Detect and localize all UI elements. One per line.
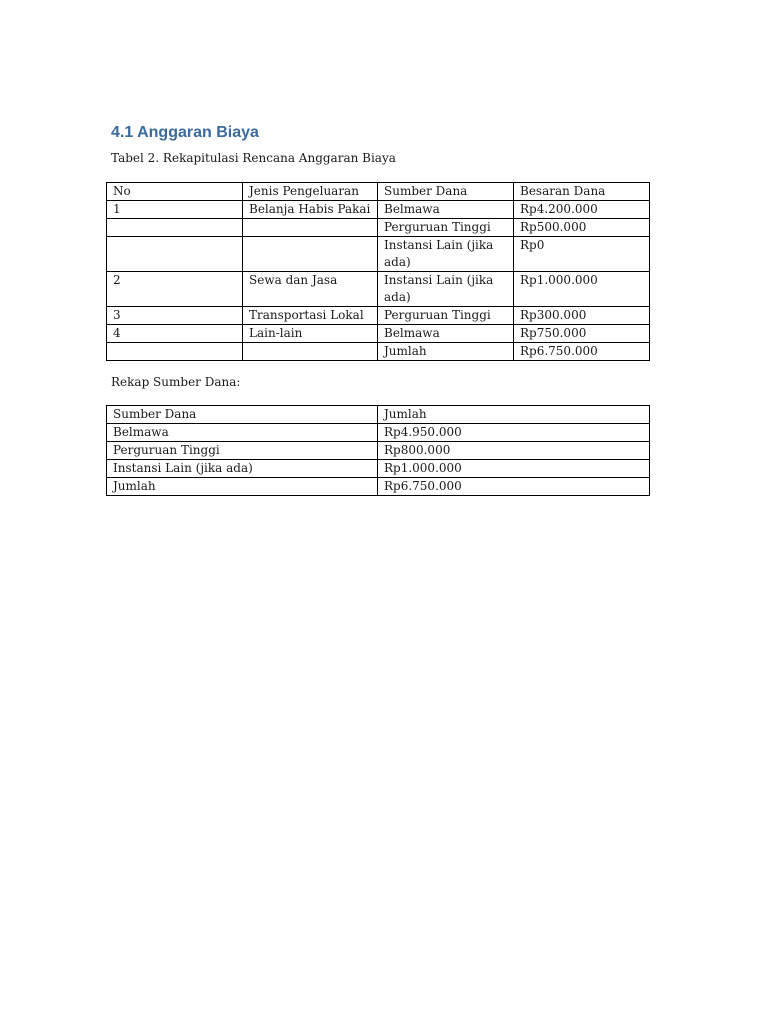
table-cell: Lain-lain: [243, 325, 378, 343]
table-caption: Tabel 2. Rekapitulasi Rencana Anggaran Biaya: [111, 151, 396, 165]
table-header-row: [107, 406, 650, 424]
table-row: [107, 325, 650, 343]
table-header-row: [107, 183, 650, 201]
header-cell: Sumber Dana: [378, 183, 514, 201]
header-cell: No: [107, 183, 243, 201]
fund-source-table: [106, 405, 650, 496]
table-cell: Rp4.200.000: [514, 201, 650, 219]
table-cell: Rp6.750.000: [514, 343, 650, 361]
table-row: [107, 424, 650, 442]
table-cell: [243, 343, 378, 361]
rekap-label: Rekap Sumber Dana:: [111, 375, 241, 389]
table-cell: Belmawa: [378, 325, 514, 343]
table-cell: Rp750.000: [514, 325, 650, 343]
table-cell: Belanja Habis Pakai: [243, 201, 378, 219]
section-heading: 4.1 Anggaran Biaya: [111, 124, 259, 141]
table-cell: 1: [107, 201, 243, 219]
table-total-row: [107, 343, 650, 361]
table-cell: [243, 219, 378, 237]
table-cell: 3: [107, 307, 243, 325]
table-cell: Transportasi Lokal: [243, 307, 378, 325]
header-cell: Jenis Pengeluaran: [243, 183, 378, 201]
table-cell: Rp1.000.000: [378, 460, 650, 478]
table-cell: Perguruan Tinggi: [378, 219, 514, 237]
table-cell: 4: [107, 325, 243, 343]
table-row: [107, 219, 650, 237]
table-cell: Perguruan Tinggi: [378, 307, 514, 325]
table-cell: Rp1.000.000: [514, 272, 650, 307]
header-cell: Besaran Dana: [514, 183, 650, 201]
table-row: [107, 237, 650, 272]
table-cell: [107, 343, 243, 361]
table-cell: Instansi Lain (jika ada): [107, 460, 378, 478]
table-row: [107, 442, 650, 460]
table-row: [107, 272, 650, 307]
table-cell: Rp300.000: [514, 307, 650, 325]
table-cell: Rp800.000: [378, 442, 650, 460]
table-cell: 2: [107, 272, 243, 307]
table-cell: Perguruan Tinggi: [107, 442, 378, 460]
table-cell: Rp6.750.000: [378, 478, 650, 496]
header-cell: Sumber Dana: [107, 406, 378, 424]
table-row: [107, 307, 650, 325]
table-cell: Rp500.000: [514, 219, 650, 237]
table-row: [107, 201, 650, 219]
table-cell: [107, 219, 243, 237]
table-cell: Jumlah: [378, 343, 514, 361]
budget-table: [106, 182, 650, 361]
table-row: [107, 460, 650, 478]
table-cell: [243, 237, 378, 272]
header-cell: Jumlah: [378, 406, 650, 424]
table-cell: Rp4.950.000: [378, 424, 650, 442]
table-cell: Rp0: [514, 237, 650, 272]
table-cell: Belmawa: [107, 424, 378, 442]
table-cell: Instansi Lain (jika ada): [378, 237, 514, 272]
table-cell: Instansi Lain (jika ada): [378, 272, 514, 307]
table-cell: Belmawa: [378, 201, 514, 219]
table-cell: Sewa dan Jasa: [243, 272, 378, 307]
table-cell: [107, 237, 243, 272]
table-total-row: [107, 478, 650, 496]
table-cell: Jumlah: [107, 478, 378, 496]
